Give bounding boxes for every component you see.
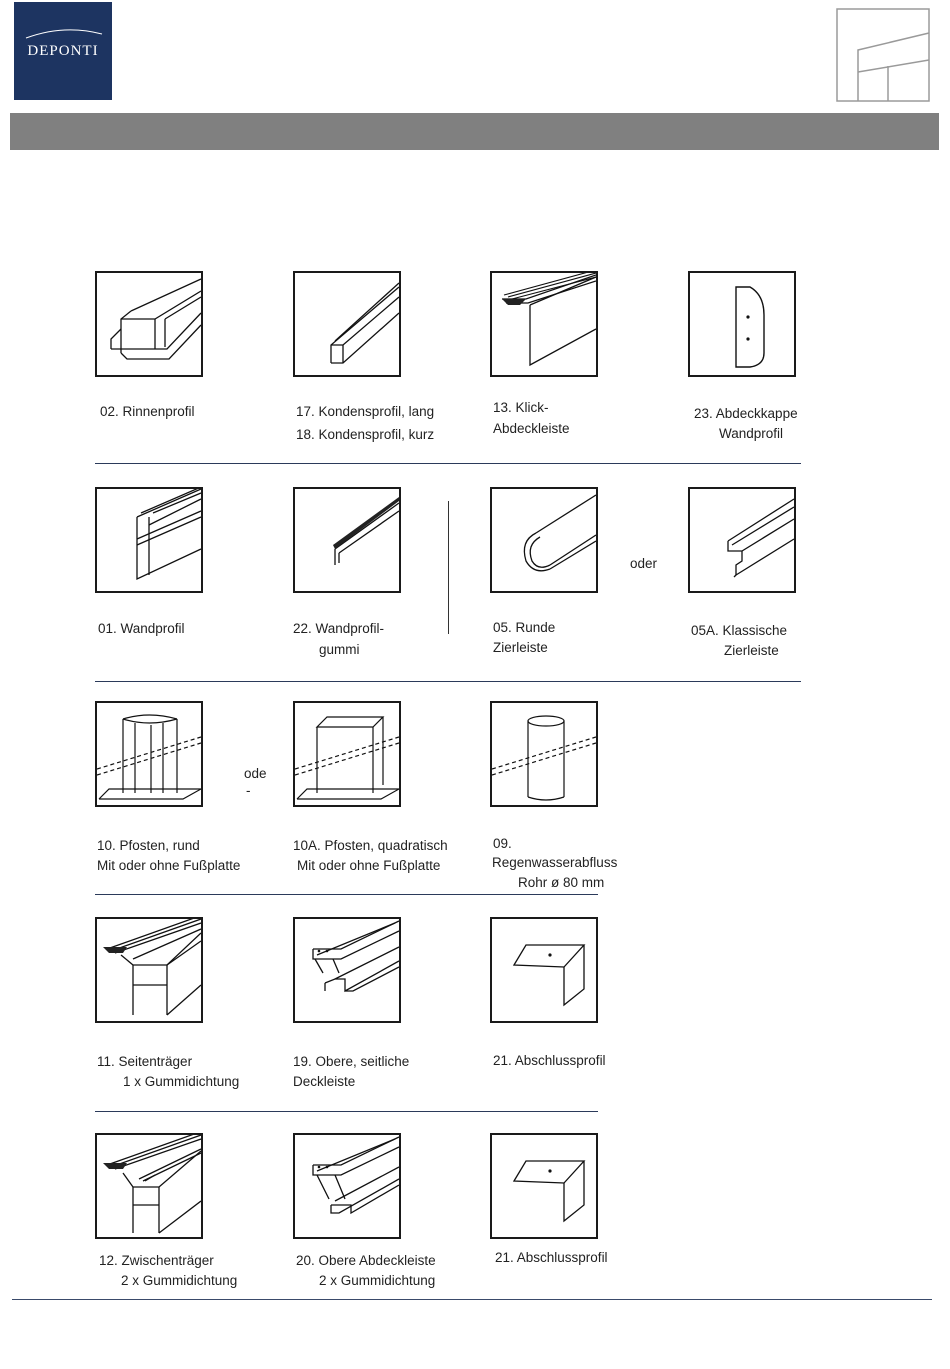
label-09-line3: Rohr ø 80 mm xyxy=(518,875,605,890)
part-image-wandprofilgummi xyxy=(293,487,401,593)
runde-zierleiste-icon xyxy=(492,489,596,591)
logo-arc-icon xyxy=(24,28,104,40)
part-image-runde-zierleiste xyxy=(490,487,598,593)
klick-abdeckleiste-icon xyxy=(492,273,596,375)
part-image-rinnenprofil xyxy=(95,271,203,377)
regenwasserabfluss-icon xyxy=(492,703,596,805)
label-21b: 21. Abschlussprofil xyxy=(495,1250,608,1265)
row-divider xyxy=(95,463,801,464)
part-image-regenwasserabfluss xyxy=(490,701,598,807)
part-image-seitentraeger xyxy=(95,917,203,1023)
part-image-zwischentraeger xyxy=(95,1133,203,1239)
part-image-klassische-zierleiste xyxy=(688,487,796,593)
abdeckkappe-icon xyxy=(690,273,794,375)
label-12-line2: 2 x Gummidichtung xyxy=(121,1273,238,1288)
label-23-line1: 23. Abdeckkappe xyxy=(694,406,798,421)
abschlussprofil-icon xyxy=(492,919,596,1021)
label-05a-line1: 05A. Klassische xyxy=(691,623,788,638)
kondensprofil-icon xyxy=(295,273,399,375)
label-11-line1: 11. Seitenträger xyxy=(97,1054,193,1069)
wandprofil-icon xyxy=(97,489,201,591)
label-05-line2: Zierleiste xyxy=(493,640,548,655)
part-image-abschlussprofil xyxy=(490,917,598,1023)
label-10-line1: 10. Pfosten, rund xyxy=(97,838,200,853)
klassische-zierleiste-icon xyxy=(690,489,794,591)
obere-abdeckleiste-icon xyxy=(295,1135,399,1237)
part-image-wandprofil xyxy=(95,487,203,593)
label-21a: 21. Abschlussprofil xyxy=(493,1053,606,1068)
label-10a-line2: Mit oder ohne Fußplatte xyxy=(297,858,441,873)
label-19-line2: Deckleiste xyxy=(293,1074,356,1089)
part-image-obere-abdeckleiste xyxy=(293,1133,401,1239)
part-image-pfosten-quadratisch xyxy=(293,701,401,807)
pfosten-rund-icon xyxy=(97,703,201,805)
label-05a-line2: Zierleiste xyxy=(724,643,779,658)
or-label: oder xyxy=(630,556,658,571)
label-09-line1: 09. xyxy=(493,836,512,851)
or-label-continuation: - xyxy=(246,783,251,798)
label-20-line1: 20. Obere Abdeckleiste xyxy=(296,1253,436,1268)
header-bar xyxy=(10,113,939,150)
wandprofilgummi-icon xyxy=(295,489,399,591)
label-18: 18. Kondensprofil, kurz xyxy=(296,427,435,442)
label-05-line1: 05. Runde xyxy=(493,620,556,635)
label-23-line2: Wandprofil xyxy=(719,426,784,441)
label-10a-line1: 10A. Pfosten, quadratisch xyxy=(293,838,448,853)
pfosten-quadratisch-icon xyxy=(295,703,399,805)
abschlussprofil-icon xyxy=(492,1135,596,1237)
zwischentraeger-icon xyxy=(97,1135,201,1237)
part-image-kondensprofil xyxy=(293,271,401,377)
label-09-line2: Regenwasserabfluss xyxy=(492,855,618,870)
label-12-line1: 12. Zwischenträger xyxy=(99,1253,214,1268)
deponti-logo xyxy=(14,2,112,100)
label-10-line2: Mit oder ohne Fußplatte xyxy=(97,858,241,873)
brand-name: DEPONTI xyxy=(27,43,99,59)
part-image-klick-abdeckleiste xyxy=(490,271,598,377)
label-13-line2: Abdeckleiste xyxy=(493,421,570,436)
label-19-line1: 19. Obere, seitliche xyxy=(293,1054,410,1069)
part-image-obere-seitliche-deckleiste xyxy=(293,917,401,1023)
column-divider xyxy=(448,501,449,634)
seitentraeger-icon xyxy=(97,919,201,1021)
label-01: 01. Wandprofil xyxy=(98,621,185,636)
obere-seitliche-deckleiste-icon xyxy=(295,919,399,1021)
veranda-outline-icon xyxy=(836,8,930,102)
label-11-line2: 1 x Gummidichtung xyxy=(123,1074,240,1089)
or-label: ode xyxy=(244,766,267,781)
label-13-line1: 13. Klick- xyxy=(493,400,549,415)
label-22-line1: 22. Wandprofil- xyxy=(293,621,385,636)
row-divider xyxy=(95,1111,598,1112)
label-02: 02. Rinnenprofil xyxy=(100,404,195,419)
label-22-line2: gummi xyxy=(319,642,360,657)
label-17: 17. Kondensprofil, lang xyxy=(296,404,435,419)
label-20-line2: 2 x Gummidichtung xyxy=(319,1273,436,1288)
row-divider xyxy=(95,894,598,895)
part-image-pfosten-rund xyxy=(95,701,203,807)
part-image-abdeckkappe xyxy=(688,271,796,377)
footer-rule xyxy=(12,1299,932,1300)
part-image-abschlussprofil xyxy=(490,1133,598,1239)
rinnenprofil-icon xyxy=(97,273,201,375)
row-divider xyxy=(95,681,801,682)
